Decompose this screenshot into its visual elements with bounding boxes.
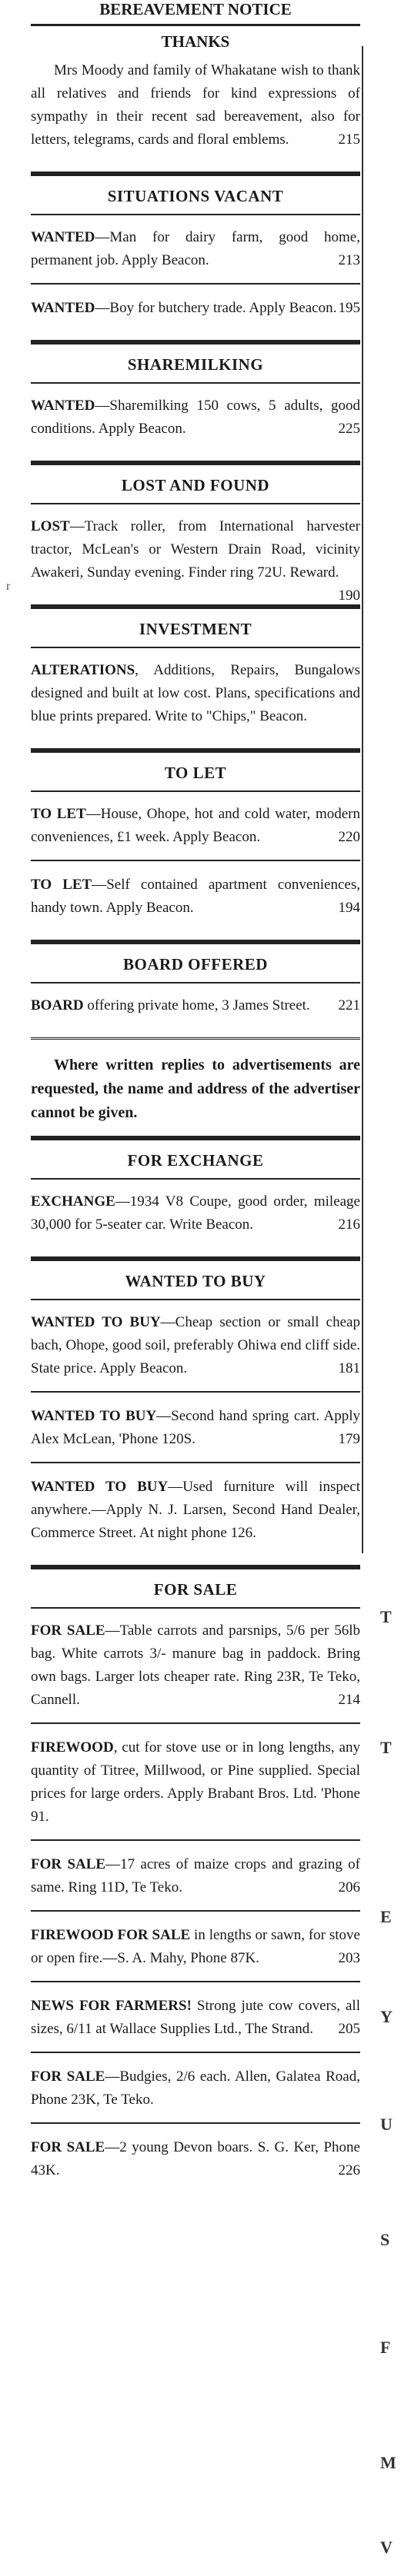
classified-ad bbox=[31, 1733, 360, 1841]
classified-ad bbox=[31, 800, 360, 861]
ad-number: 190 bbox=[338, 587, 360, 604]
for-sale-section bbox=[31, 1574, 360, 2193]
ad-lead: NEWS FOR FARMERS! bbox=[31, 1998, 192, 2014]
ad-lead: LOST bbox=[31, 518, 70, 534]
section-divider bbox=[31, 1565, 360, 1569]
ad-text: —Sharemilking 150 cows, 5 adults, good conditions. Apply Beacon. bbox=[31, 398, 360, 437]
classified-ad bbox=[31, 223, 360, 285]
strip-letter: T bbox=[380, 1607, 392, 1626]
sharemilking-title: SHAREMILKING bbox=[31, 349, 360, 384]
classifieds-column bbox=[31, 0, 360, 2202]
ad-number: 225 bbox=[338, 421, 360, 437]
exchange-title: FOR EXCHANGE bbox=[31, 1145, 360, 1180]
ad-number: 226 bbox=[338, 2162, 360, 2178]
situations-vacant-title: SITUATIONS VACANT bbox=[31, 181, 360, 215]
ad-text: in lengths or sawn, for stove or open fire.—S. A. Mahy, Phone 87K. bbox=[31, 1927, 360, 1966]
strip-letter: S bbox=[380, 2230, 390, 2249]
classified-ad bbox=[31, 870, 360, 930]
ad-text: —Used furniture will inspect anywhere.—Apply N. J. Larsen, Second Hand Dealer, Commerce Street. At night phone 126. bbox=[31, 1479, 360, 1541]
ad-lead: EXCHANGE bbox=[31, 1193, 115, 1210]
ad-text: —17 acres of maize crops and grazing of same. Ring 11D, Te Teko. bbox=[31, 1856, 360, 1895]
ad-number: 179 bbox=[338, 1431, 360, 1447]
ad-text: —Man for dairy farm, good home, permanent job. Apply Beacon. bbox=[31, 229, 360, 268]
ad-lead: FOR SALE bbox=[31, 1856, 106, 1872]
bereavement-text: Mrs Moody and family of Whakatane wish to thank all relatives and friends for kind expressions of sympathy in their recent sad bereavement, also for letters, telegrams, cards and floral emblems. bbox=[31, 62, 360, 148]
ad-number: 194 bbox=[338, 900, 360, 916]
ad-lead: FIREWOOD bbox=[31, 1739, 114, 1756]
lost-found-title: LOST AND FOUND bbox=[31, 470, 360, 504]
section-divider bbox=[31, 748, 360, 753]
to-let-title: TO LET bbox=[31, 757, 360, 792]
ad-number: 195 bbox=[338, 300, 360, 316]
ad-lead: FOR SALE bbox=[31, 2139, 105, 2155]
ad-number: 216 bbox=[338, 1216, 360, 1233]
ad-lead: WANTED TO BUY bbox=[31, 1314, 161, 1330]
lost-found-section bbox=[31, 470, 360, 604]
classified-ad bbox=[31, 1850, 360, 1912]
ad-text: —Cheap section or small cheap bach, Ohope, good soil, preferably Ohiwa end cliff side. State price. Apply Beacon. bbox=[31, 1314, 360, 1376]
ad-number: 213 bbox=[338, 252, 360, 268]
ad-text: Strong jute cow covers, all sizes, 6/11 at Wallace Supplies Ltd., The Strand. bbox=[31, 1998, 360, 2037]
ad-lead: WANTED bbox=[31, 229, 95, 245]
column-rule bbox=[362, 46, 363, 1553]
ad-text: —Second hand spring cart. Apply Alex McLean, 'Phone 120S. bbox=[31, 1408, 360, 1447]
adjacent-column-strip bbox=[377, 1576, 401, 2576]
ad-text: —Table carrots and parsnips, 5/6 per 56lb bag. White carrots 3/- manure bag in paddock. Bring own bags. Larger lots cheaper rate. Ring 23R, Te Teko, Cannell. bbox=[31, 1622, 360, 1708]
ad-number: 205 bbox=[338, 2021, 360, 2037]
ad-lead: WANTED bbox=[31, 300, 95, 316]
ad-text: —Track roller, from International harvester tractor, McLean's or Western Drain Road, vicinity Awakeri, Sunday evening. Finder ring 72U. Reward. bbox=[31, 518, 360, 581]
margin-mark: r bbox=[6, 580, 11, 593]
thanks-subtitle: THANKS bbox=[161, 32, 230, 51]
bereavement-section bbox=[31, 0, 360, 162]
ad-text: , cut for stove use or in long lengths, any quantity of Titree, Millwood, or Pine supplied. Special prices for large orders. Apply Brabant Bros. Ltd. 'Phone 91. bbox=[31, 1739, 360, 1825]
ad-lead: WANTED bbox=[31, 398, 95, 414]
section-divider bbox=[31, 171, 360, 176]
ad-text: offering private home, 3 James Street. bbox=[83, 997, 310, 1013]
section-divider bbox=[31, 461, 360, 465]
situations-vacant-section bbox=[31, 181, 360, 331]
strip-letter: U bbox=[380, 2115, 393, 2134]
section-divider bbox=[31, 604, 360, 609]
exchange-section bbox=[31, 1145, 360, 1247]
ad-text: —1934 V8 Coupe, good order, mileage 30,000 for 5-seater car. Write Beacon. bbox=[31, 1193, 360, 1233]
classified-ad bbox=[31, 1187, 360, 1247]
bereavement-notice bbox=[31, 56, 360, 162]
section-divider bbox=[31, 1037, 360, 1043]
for-sale-title: FOR SALE bbox=[31, 1574, 360, 1609]
classified-ad bbox=[31, 512, 360, 604]
investment-section bbox=[31, 614, 360, 739]
strip-letter: Y bbox=[380, 2007, 393, 2026]
classified-ad bbox=[31, 2062, 360, 2124]
strip-letter: T bbox=[380, 1738, 392, 1757]
ad-lead: WANTED TO BUY bbox=[31, 1479, 169, 1495]
ad-text: —Boy for butchery trade. Apply Beacon. bbox=[95, 300, 337, 316]
ad-text: —Self contained apartment conveniences, handy town. Apply Beacon. bbox=[31, 877, 360, 916]
classified-ad bbox=[31, 1308, 360, 1393]
classified-ad bbox=[31, 1921, 360, 1982]
reply-notice: Where written replies to advertisements are requested, the name and address of the advertiser cannot be given. bbox=[31, 1057, 360, 1121]
ad-number: 206 bbox=[338, 1879, 360, 1895]
classified-ad bbox=[31, 991, 360, 1028]
strip-letter: E bbox=[380, 1907, 392, 1926]
classified-ad bbox=[31, 294, 360, 331]
board-offered-title: BOARD OFFERED bbox=[31, 949, 360, 983]
ad-text: , Additions, Repairs, Bungalows designed and built at low cost. Plans, specifications and blue prints prepared. Write to "Chips," Beacon. bbox=[31, 662, 360, 724]
classified-ad bbox=[31, 1992, 360, 2053]
ad-lead: TO LET bbox=[31, 806, 86, 822]
ad-lead: ALTERATIONS bbox=[31, 662, 135, 678]
ad-lead: FOR SALE bbox=[31, 1622, 105, 1639]
classified-ad bbox=[31, 1473, 360, 1556]
classified-ad bbox=[31, 391, 360, 451]
ad-lead: WANTED TO BUY bbox=[31, 1408, 157, 1424]
ad-text: —Budgies, 2/6 each. Allen, Galatea Road, Phone 23K, Te Teko. bbox=[31, 2068, 360, 2108]
investment-title: INVESTMENT bbox=[31, 614, 360, 648]
ad-number: 203 bbox=[338, 1950, 360, 1966]
ad-lead: FIREWOOD FOR SALE bbox=[31, 1927, 191, 1943]
ad-number: 220 bbox=[338, 829, 360, 845]
wanted-to-buy-title: WANTED TO BUY bbox=[31, 1266, 360, 1300]
ad-text: —2 young Devon boars. S. G. Ker, Phone 43K. bbox=[31, 2139, 360, 2178]
ad-lead: BOARD bbox=[31, 997, 84, 1013]
sharemilking-section bbox=[31, 349, 360, 451]
board-offered-section bbox=[31, 949, 360, 1028]
section-divider bbox=[31, 1136, 360, 1140]
classified-ad bbox=[31, 656, 360, 739]
classified-ad bbox=[31, 2133, 360, 2193]
ad-number: 214 bbox=[338, 1692, 360, 1708]
ad-lead: TO LET bbox=[31, 877, 92, 893]
section-divider bbox=[31, 340, 360, 344]
ad-text: —House, Ohope, hot and cold water, modern conveniences, £1 week. Apply Beacon. bbox=[31, 806, 360, 845]
classified-ad bbox=[31, 1616, 360, 1724]
ad-number: 181 bbox=[338, 1360, 360, 1376]
strip-letter: V bbox=[380, 2538, 393, 2557]
strip-letter: F bbox=[380, 2338, 391, 2357]
section-divider bbox=[31, 940, 360, 944]
bereavement-title: BEREAVEMENT NOTICE bbox=[99, 0, 292, 18]
wanted-to-buy-section bbox=[31, 1266, 360, 1556]
strip-letter: M bbox=[380, 2453, 396, 2472]
ad-number: 221 bbox=[338, 997, 360, 1013]
ad-lead: FOR SALE bbox=[31, 2068, 105, 2085]
to-let-section bbox=[31, 757, 360, 930]
divider bbox=[31, 24, 360, 26]
classified-ad bbox=[31, 1402, 360, 1463]
ad-number: 215 bbox=[338, 131, 360, 148]
section-divider bbox=[31, 1256, 360, 1261]
